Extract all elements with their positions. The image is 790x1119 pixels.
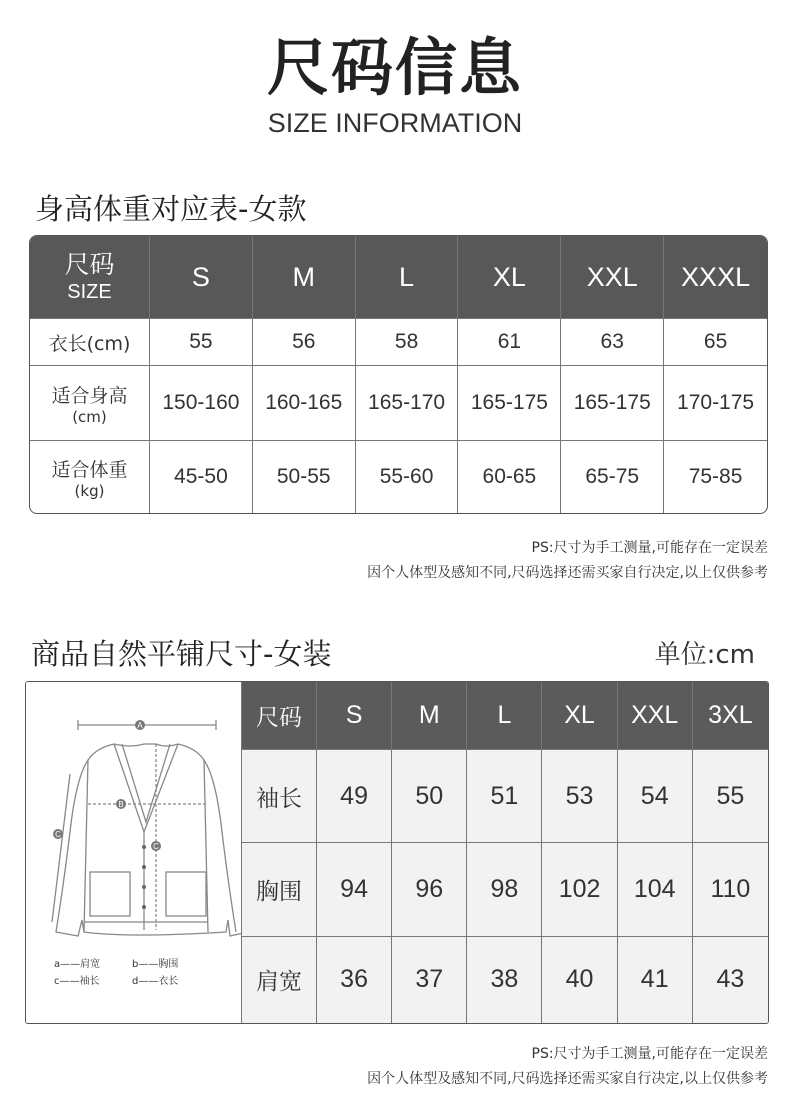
section1-title: 身高体重对应表-女款 [35, 192, 307, 226]
page-title: 尺码信息 [266, 31, 523, 104]
size-col-header: 3XL [693, 682, 768, 750]
diagram-legend [54, 956, 210, 990]
table-cell: 54 [618, 750, 693, 843]
size-header-en: SIZE [67, 281, 112, 303]
height-weight-table [29, 235, 768, 514]
table-cell: 37 [392, 937, 467, 1023]
note-line: PS:尺寸为手工测量,可能存在一定误差 [531, 540, 768, 556]
table-cell: 104 [618, 843, 693, 936]
measurement-note-2 [367, 1042, 768, 1092]
size-col-header: XXXL [664, 236, 767, 319]
table-cell: 165-170 [356, 366, 459, 441]
size-col-header: L [356, 236, 459, 319]
row-label: 肩宽 [242, 937, 317, 1023]
table-cell: 41 [618, 937, 693, 1023]
row-label [30, 366, 150, 441]
note-line: 因个人体型及感知不同,尺码选择还需买家自行决定,以上仅供参考 [367, 565, 768, 581]
table-cell: 94 [317, 843, 392, 936]
row-label-text: 适合身高 [51, 384, 128, 407]
table-cell: 56 [253, 319, 356, 366]
unit-label: 单位:cm [654, 640, 755, 670]
size-col-header: M [392, 682, 467, 750]
row-label: 袖长 [242, 750, 317, 843]
size-header-cell: 尺码 [242, 682, 317, 750]
table-cell: 63 [561, 319, 664, 366]
row-label: 胸围 [242, 843, 317, 936]
table-cell: 61 [458, 319, 561, 366]
table-cell: 50 [392, 750, 467, 843]
marker-c-sleeve: C [55, 830, 61, 839]
row-label-text: 适合体重 [51, 458, 128, 481]
size-col-header: M [253, 236, 356, 319]
table-cell: 50-55 [253, 441, 356, 513]
table-cell: 165-175 [458, 366, 561, 441]
table-cell: 102 [542, 843, 617, 936]
size-col-header: S [150, 236, 253, 319]
table-cell: 36 [317, 937, 392, 1023]
table-cell: 38 [467, 937, 542, 1023]
table-cell: 55 [150, 319, 253, 366]
table-row [30, 366, 767, 441]
table-cell: 75-85 [688, 465, 743, 488]
row-label-unit: (cm) [72, 407, 107, 426]
table-cell: 53 [542, 750, 617, 843]
table-cell: 55-60 [356, 441, 459, 513]
table-row [242, 750, 768, 843]
marker-c-length: C [153, 842, 159, 851]
table-cell: 98 [467, 843, 542, 936]
table-cell: 60-65 [458, 441, 561, 513]
table-row [30, 319, 767, 366]
table-cell: 45-50 [150, 441, 253, 513]
table-cell: 170-175 [664, 366, 767, 441]
garment-diagram [26, 682, 242, 1023]
size-col-header: XXL [561, 236, 664, 319]
size-col-header: XXL [618, 682, 693, 750]
page-subtitle: SIZE INFORMATION [267, 108, 523, 138]
legend-item: a——肩宽 [54, 959, 101, 970]
section2-title: 商品自然平铺尺寸-女装 [31, 637, 332, 671]
row-label-text: 衣长(cm) [48, 332, 131, 355]
table-cell: 58 [356, 319, 459, 366]
table-row [242, 937, 768, 1023]
table-cell: 43 [693, 937, 768, 1023]
table-cell: 65 [664, 319, 767, 366]
table-cell: 55 [693, 750, 768, 843]
table-cell: 51 [467, 750, 542, 843]
row-label-unit: (kg) [74, 481, 105, 500]
table-cell: 65-75 [561, 441, 664, 513]
table-row [242, 843, 768, 936]
row-label [30, 441, 150, 513]
garment-size-table [242, 682, 768, 1023]
size-col-header: XL [458, 236, 561, 319]
table-cell: 150-160 [150, 366, 253, 441]
table-cell: 110 [693, 843, 768, 936]
legend-item: b——胸围 [132, 959, 179, 970]
legend-item: c——袖长 [54, 976, 100, 987]
legend-item: d——衣长 [132, 976, 179, 987]
table-cell: 40 [542, 937, 617, 1023]
row-label [30, 319, 150, 366]
table-cell: 165-175 [561, 366, 664, 441]
measurement-note [367, 536, 768, 586]
size-col-header: S [317, 682, 392, 750]
note-line: PS:尺寸为手工测量,可能存在一定误差 [531, 1046, 768, 1062]
marker-a: A [137, 721, 143, 730]
garment-size-panel [25, 681, 769, 1024]
size-col-header: XL [542, 682, 617, 750]
table-cell: 96 [392, 843, 467, 936]
size-header-cn: 尺码 [64, 250, 115, 279]
note-line: 因个人体型及感知不同,尺码选择还需买家自行决定,以上仅供参考 [367, 1071, 768, 1087]
table-row [30, 441, 767, 513]
table-cell: 49 [317, 750, 392, 843]
marker-b: B [118, 800, 124, 809]
cardigan-icon [26, 682, 241, 952]
size-header-cell [30, 236, 150, 319]
table-cell: 160-165 [253, 366, 356, 441]
size-col-header: L [467, 682, 542, 750]
